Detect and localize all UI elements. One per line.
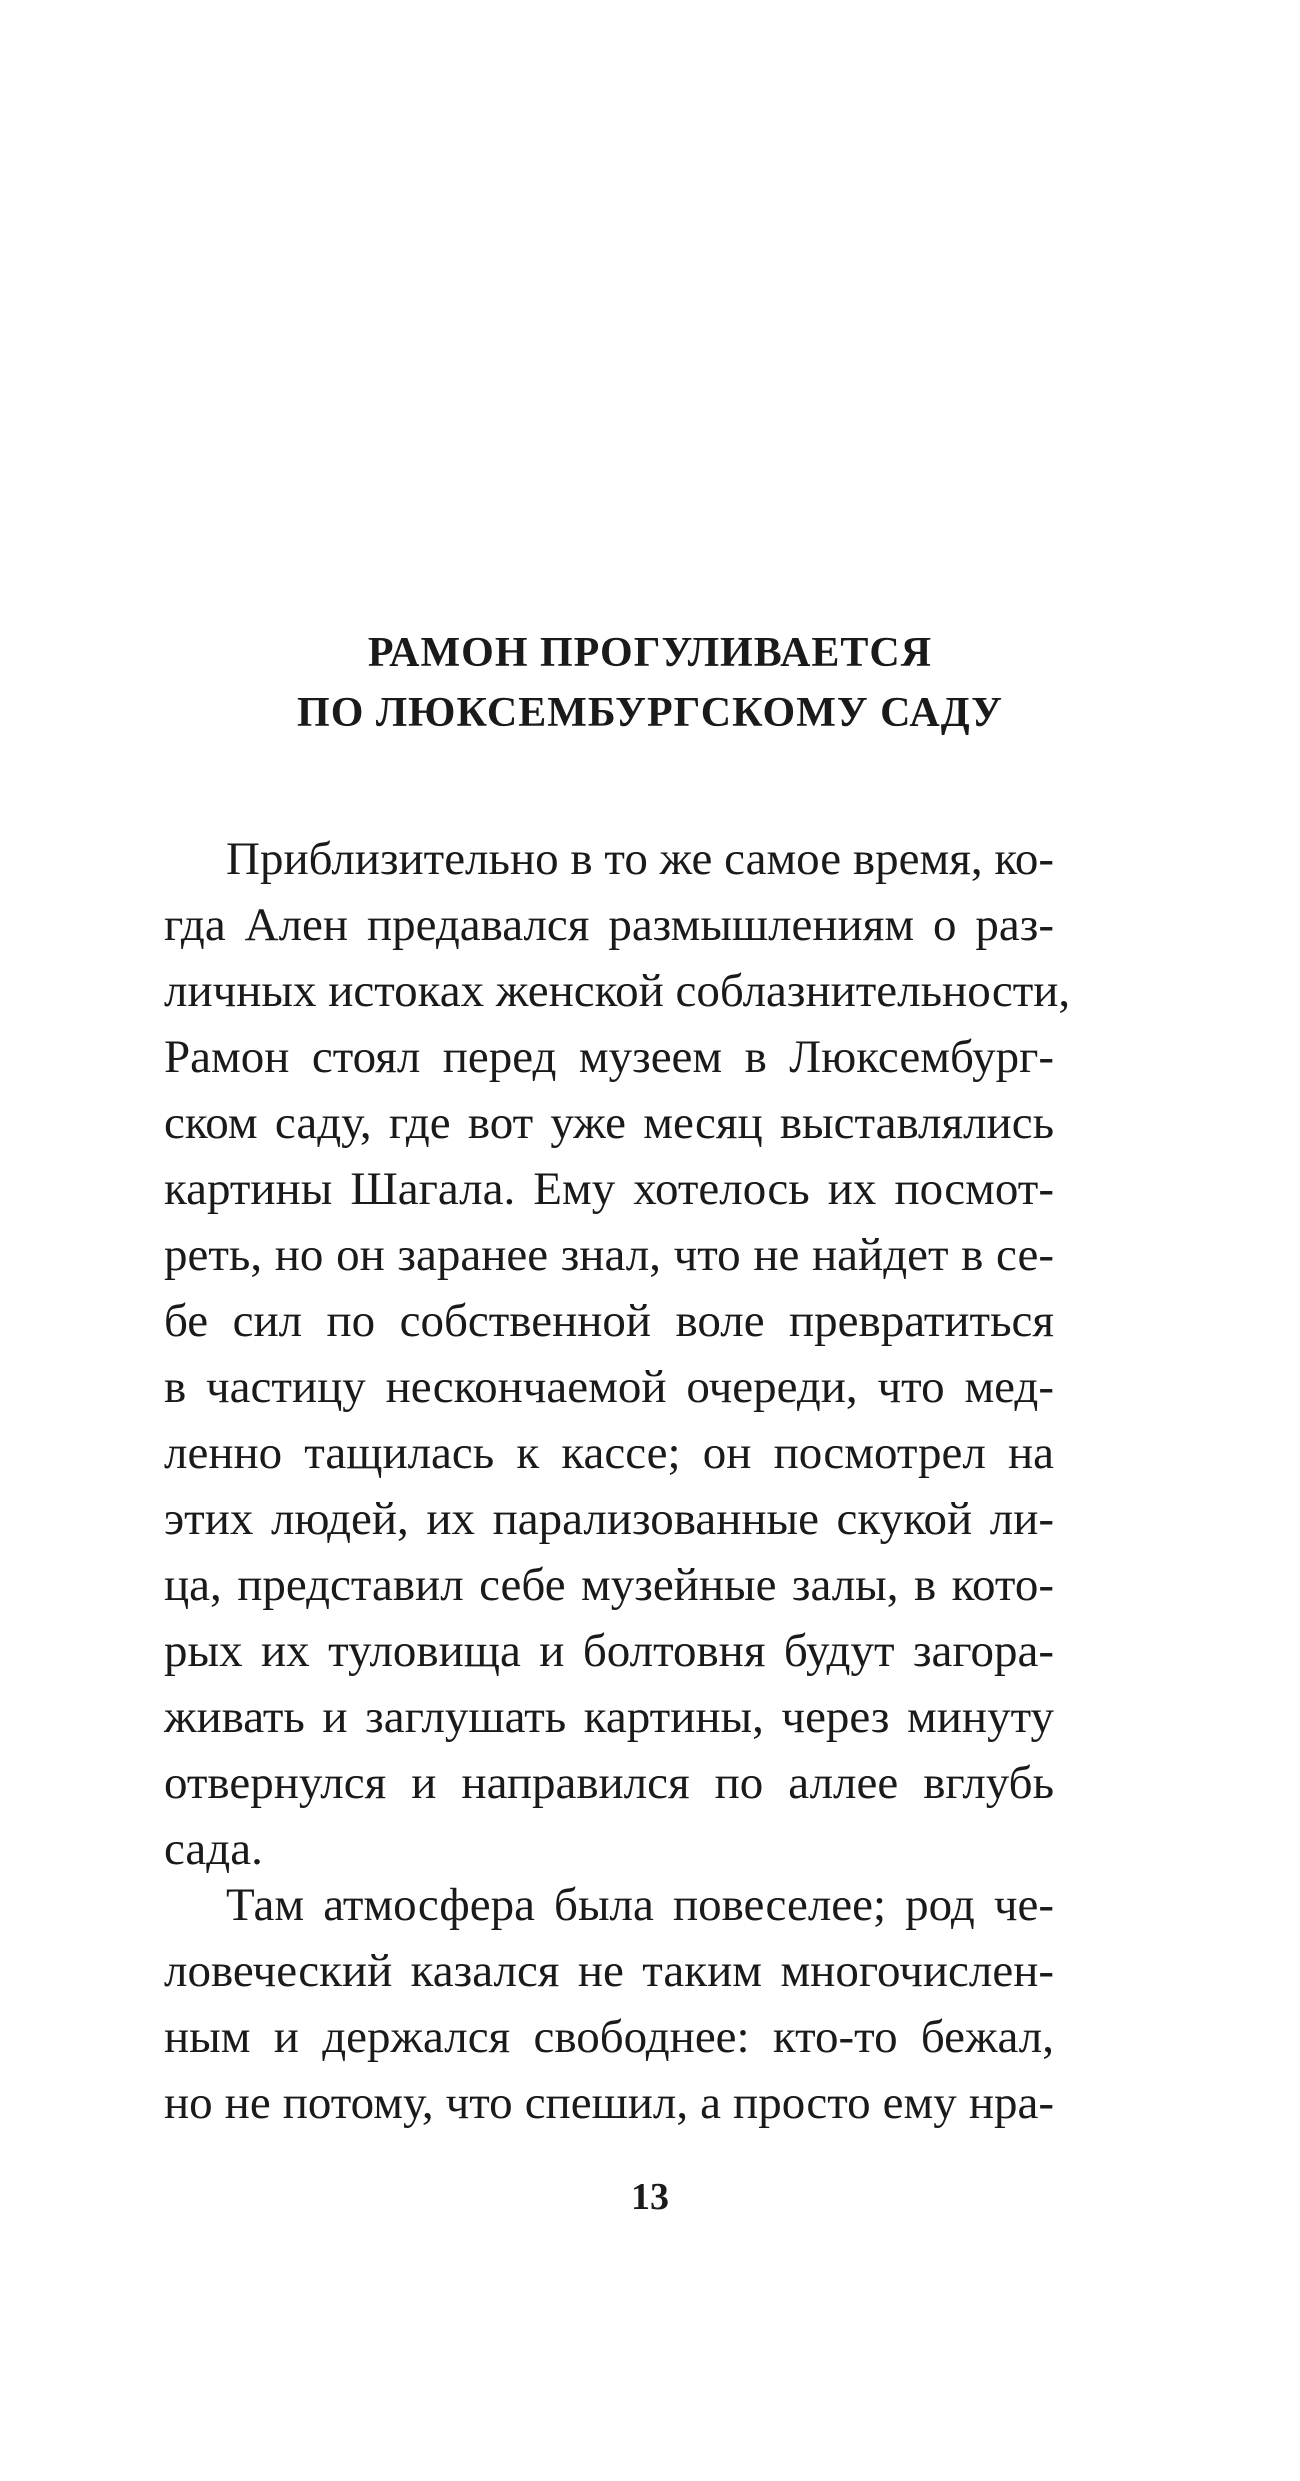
text-line: ском саду, где вот уже месяц выставлялись	[164, 1097, 1054, 1149]
text-line: реть, но он заранее знал, что не найдет в се-	[164, 1229, 1054, 1281]
chapter-title-line-2: ПО ЛЮКСЕМБУРГСКОМУ САДУ	[297, 690, 1003, 736]
text-line: личных истоках женской соблазнительности,	[164, 965, 1071, 1017]
text-line: этих людей, их парализованные скукой ли-	[164, 1493, 1054, 1545]
text-line: бе сил по собственной воле превратиться	[164, 1295, 1054, 1347]
text-line: Там атмосфера была повеселее; род че-	[226, 1879, 1054, 1931]
text-line: в частицу нескончаемой очереди, что мед-	[164, 1361, 1054, 1413]
text-line: гда Ален предавался размышлениям о раз-	[164, 899, 1054, 951]
text-line: рых их туловища и болтовня будут загора-	[164, 1625, 1054, 1677]
text-line: картины Шагала. Ему хотелось их посмот-	[164, 1163, 1054, 1215]
paragraph-1	[164, 826, 1071, 1882]
text-line: ным и держался свободнее: кто-то бежал,	[164, 2011, 1054, 2063]
text-line: Приблизительно в то же самое время, ко-	[226, 833, 1054, 885]
text-line: Рамон стоял перед музеем в Люксембург-	[164, 1031, 1054, 1083]
text-line: но не потому, что спешил, а просто ему нра-	[164, 2077, 1054, 2129]
text-line: сада.	[164, 1823, 263, 1875]
text-line: живать и заглушать картины, через минуту	[164, 1691, 1054, 1743]
text-line: ца, представил себе музейные залы, в кото-	[164, 1559, 1054, 1611]
text-line: ловеческий казался не таким многочислен-	[164, 1945, 1054, 1997]
text-line: отвернулся и направился по аллее вглубь	[164, 1757, 1054, 1809]
page-number: 13	[631, 2176, 669, 2218]
text-line: ленно тащилась к кассе; он посмотрел на	[164, 1427, 1054, 1479]
chapter-title-line-1: РАМОН ПРОГУЛИВАЕТСЯ	[367, 630, 933, 676]
paragraph-2	[164, 1872, 1054, 2136]
